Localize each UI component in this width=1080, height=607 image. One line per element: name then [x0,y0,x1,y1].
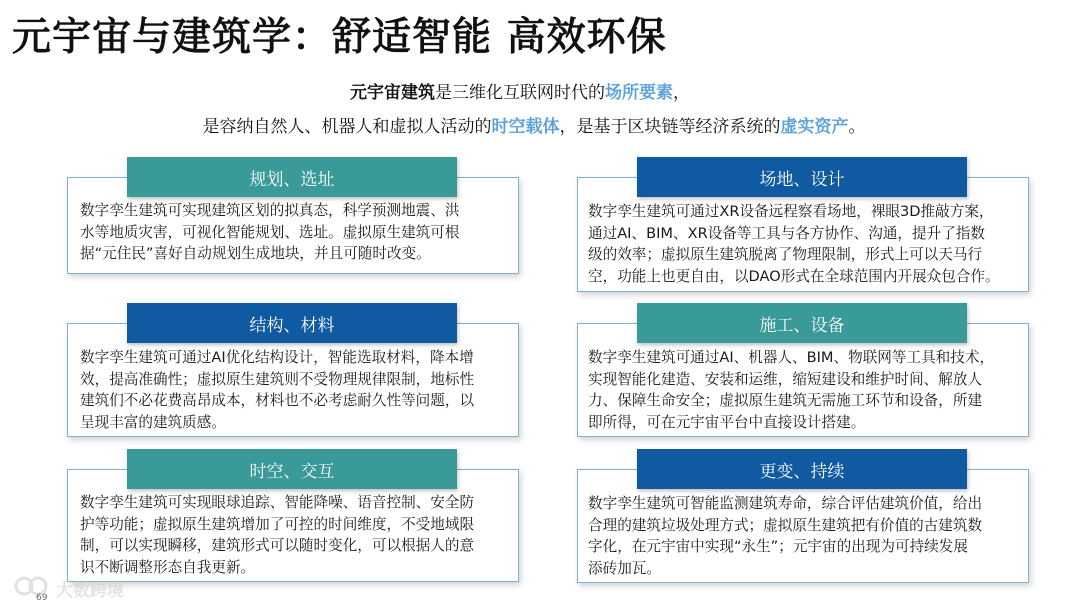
card-line: 数字孪生建筑可通过XR设备远程察看场地，裸眼3D推敲方案， [588,203,994,220]
card-planning-heading: 规划、选址 [127,157,457,197]
intro-highlight: 虚实资产 [780,117,849,137]
card-site-heading: 场地、设计 [637,157,967,197]
intro-text: 是容纳自然人、机器人和虚拟人活动的 [202,117,492,137]
watermark [14,575,124,601]
card-line: 添砖加瓦。 [588,559,661,577]
card-body [588,347,1024,433]
card-line: 数字孪生建筑可实现眼球追踪、智能降噪、语音控制、安全防 [80,494,475,511]
card-line: 据“元住民”喜好自动规划生成地块，并且可随时改变。 [80,245,431,262]
card-line: 级的效率；虚拟原生建筑脱离了物理限制，形式上可以天马行 [588,246,983,263]
card-line: 空，功能上也更自由，以DAO形式在全球范围内开展众包合作。 [588,267,1000,285]
card-body [80,347,510,433]
card-spacetime-heading: 时空、交互 [127,449,457,489]
card-line: 数字孪生建筑可通过AI、机器人、BIM、物联网等工具和技术， [588,349,995,366]
intro-text: ，是基于区块链等经济系统的 [559,117,781,137]
card-line: 数字孪生建筑可通过AI优化结构设计，智能选取材料，降本增 [80,349,474,366]
intro-line-1 [0,78,1060,103]
page-number: 69 [36,593,48,603]
card-line: 数字孪生建筑可实现建筑区划的拟真态，科学预测地震、洪 [80,202,460,219]
card-line: 数字孪生建筑可智能监测建筑寿命，综合评估建筑价值，给出 [588,495,983,512]
intro-highlight: 场所要素 [605,83,673,103]
card-body [588,493,1024,579]
card-line: 效，提高准确性；虚拟原生建筑则不受物理规律限制，地标性 [80,370,475,388]
card-line: 通过AI、BIM、XR设备等工具与各方协作、沟通，提升了指数 [588,224,985,242]
card-construction-heading: 施工、设备 [637,303,967,343]
intro-highlight: 时空载体 [491,117,560,137]
card-line: 力、保障生命安全；虚拟原生建筑无需施工环节和设备，所建 [588,392,983,409]
card-line: 实现智能化建造、安装和运维，缩短建设和维护时间、解放人 [588,370,983,388]
intro-term: 元宇宙建筑 [350,83,435,103]
watermark-text: 大数跨境 [56,580,124,601]
card-sustain-heading: 更变、持续 [637,449,967,489]
card-line: 识不断调整形态自我更新。 [80,558,256,576]
intro-text: 。 [848,117,866,137]
card-line: 护等功能；虚拟原生建筑增加了可控的时间维度，不受地域限 [80,515,475,533]
intro-text: 是三维化互联网时代的 [435,83,605,103]
card-line: 水等地质灾害，可视化智能规划、选址。虚拟原生建筑可根 [80,223,460,241]
card-line: 即所得，可在元宇宙平台中直接设计搭建。 [588,413,866,431]
card-line: 字化，在元宇宙中实现“永生”；元宇宙的出现为可持续发展 [588,538,968,555]
intro-text: ， [673,83,690,103]
card-body [588,201,1024,287]
page-title: 元宇宙与建筑学：舒适智能 高效环保 [12,15,667,60]
card-structure-heading: 结构、材料 [127,303,457,343]
card-body [80,492,510,578]
card-line: 合理的建筑垃圾处理方式；虚拟原生建筑把有价值的古建筑数 [588,516,983,534]
card-line: 建筑们不必花费高昂成本，材料也不必考虑耐久性等问题，以 [80,392,475,409]
card-line: 呈现丰富的建筑质感。 [80,413,226,431]
card-line: 制，可以实现瞬移，建筑形式可以随时变化，可以根据人的意 [80,537,475,554]
card-body [80,200,510,265]
intro-line-2 [0,112,1074,137]
